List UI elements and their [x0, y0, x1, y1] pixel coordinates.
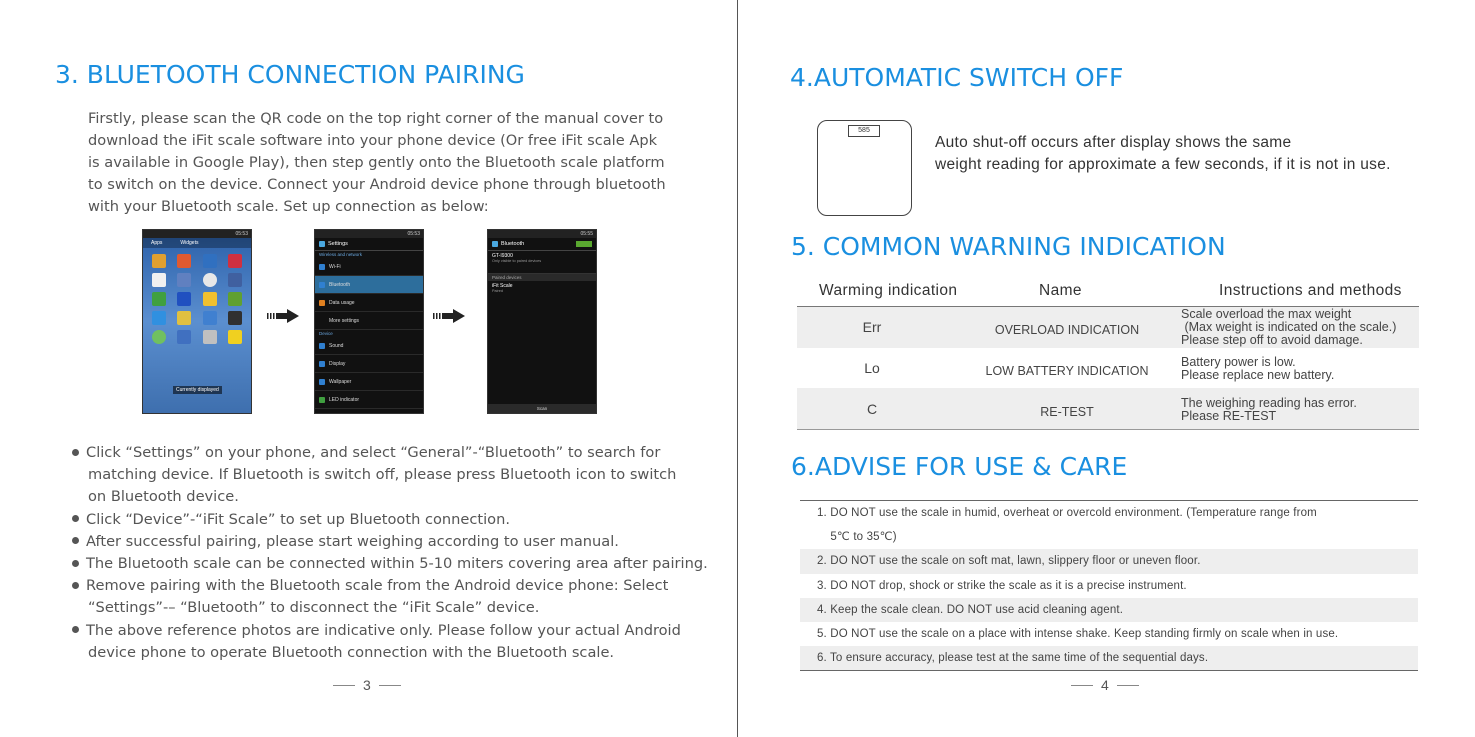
list-item: 2. DO NOT use the scale on soft mat, lawn, slippery floor or uneven floor.: [800, 549, 1418, 573]
arrow-right-icon: [267, 309, 299, 323]
settings-icon: [492, 241, 498, 247]
bullet-icon: [72, 626, 79, 633]
table-row: Lo LOW BATTERY INDICATION Battery power is low. Please replace new battery.: [797, 348, 1419, 389]
phone-screenshot-apps: [142, 229, 252, 414]
calendar-icon: [152, 273, 166, 287]
list-item: 5℃ to 35℃): [817, 531, 897, 544]
app-icon: [203, 254, 217, 268]
warning-heading: 5. COMMON WARNING INDICATION: [791, 232, 1226, 261]
menu-item-bluetooth: Bluetooth: [315, 276, 423, 294]
phone-screenshot-bluetooth: [487, 229, 597, 414]
wallpaper-icon: [319, 379, 325, 385]
app-icon: [177, 330, 191, 344]
intro-line: is available in Google Play), then step gently onto the Bluetooth scale platform: [88, 154, 665, 171]
col-header: Instructions and methods: [1219, 282, 1402, 299]
app-icon: [203, 311, 217, 325]
intro-paragraph: [88, 108, 688, 218]
intro-line: download the iFit scale software into your phone device (Or free iFit scale Apk: [88, 132, 658, 149]
list-item: 5. DO NOT use the scale on a place with intense shake. Keep standing firmly on scale when in use.: [817, 627, 1339, 640]
menu-item-led: LED indicator: [315, 391, 423, 409]
app-icon: [228, 254, 242, 268]
instruction-list: [72, 442, 722, 664]
advise-list: [800, 500, 1418, 671]
app-icon: [177, 292, 191, 306]
app-icon: [228, 273, 242, 287]
menu-item-sound: Sound: [315, 337, 423, 355]
list-item: Click “Device”-“iFit Scale” to set up Bluetooth connection.: [72, 509, 722, 531]
status-bar: 05:53: [315, 230, 423, 238]
list-item: After successful pairing, please start weighing according to user manual.: [72, 531, 722, 553]
clock-icon: [203, 273, 217, 287]
bluetooth-icon: [319, 282, 325, 288]
section-label: Paired devices: [488, 274, 596, 281]
folder-icon: [203, 292, 217, 306]
menu-item-wallpaper: Wallpaper: [315, 373, 423, 391]
menu-item-data-usage: Data usage: [315, 294, 423, 312]
col-header: Warming indication: [819, 282, 958, 299]
led-icon: [319, 397, 325, 403]
auto-switch-off-heading: 4.AUTOMATIC SWITCH OFF: [790, 63, 1124, 92]
page-divider: [737, 0, 738, 737]
sound-icon: [319, 343, 325, 349]
app-icon: [177, 273, 191, 287]
settings-header: [315, 238, 423, 251]
menu-item-wifi: Wi-Fi: [315, 258, 423, 276]
list-item: 6. To ensure accuracy, please test at the same time of the sequential days.: [800, 646, 1418, 671]
table-row: Err OVERLOAD INDICATION Scale overload the max weight (Max weight is indicated on the scale.) Please step off to avoid damage.: [797, 307, 1419, 348]
status-bar: 05:53: [143, 230, 251, 238]
list-item: The above reference photos are indicative only. Please follow your actual Android device phone to operate Bluetooth connection with the Bluetooth scale.: [72, 620, 722, 664]
table-header: [797, 276, 1419, 307]
bluetooth-header: [488, 238, 596, 251]
advise-heading: 6.ADVISE FOR USE & CARE: [791, 452, 1128, 481]
shutoff-text: Auto shut-off occurs after display shows the same weight reading for approximate a few seconds, if it is not in use.: [935, 134, 1391, 173]
paired-device-row: iFit Scale Paired: [492, 283, 513, 293]
app-icon: [228, 330, 242, 344]
intro-line: with your Bluetooth scale. Set up connection as below:: [88, 198, 489, 215]
scale-display: 585: [848, 125, 880, 137]
bullet-icon: [72, 449, 79, 456]
tab-apps: Apps: [151, 240, 163, 246]
list-item: 3. DO NOT drop, shock or strike the scale as it is a precise instrument.: [817, 579, 1187, 592]
bullet-icon: [72, 515, 79, 522]
phone-icon: [152, 292, 166, 306]
app-tabs: [143, 238, 251, 248]
settings-title: Settings: [328, 241, 348, 247]
bluetooth-toggle: [576, 241, 592, 247]
scale-illustration: [817, 120, 912, 216]
phone-screenshot-settings: [314, 229, 424, 414]
bluetooth-title: Bluetooth: [501, 241, 525, 247]
list-item: 1. DO NOT use the scale in humid, overheat or overcold environment. (Temperature range from: [817, 507, 1317, 519]
bullet-icon: [72, 582, 79, 589]
menu-item-more: More settings: [315, 312, 423, 330]
list-item: Remove pairing with the Bluetooth scale from the Android device phone: Select “Settings”-– “Bluetooth” to disconnect the “iFit Scale” device.: [72, 575, 722, 619]
display-icon: [319, 361, 325, 367]
page-number-right: 4: [1071, 677, 1139, 693]
app-icon: [152, 254, 166, 268]
app-icon: [152, 330, 166, 344]
app-icon: [152, 311, 166, 325]
download-icon: [228, 292, 242, 306]
data-usage-icon: [319, 300, 325, 306]
email-icon: [177, 311, 191, 325]
warning-table: [797, 276, 1419, 430]
section-label: Wireless and network: [319, 252, 363, 257]
intro-line: to switch on the device. Connect your Android device phone through bluetooth: [88, 176, 666, 193]
list-item: 4. Keep the scale clean. DO NOT use acid cleaning agent.: [800, 598, 1418, 622]
arrow-right-icon: [433, 309, 465, 323]
intro-line: Firstly, please scan the QR code on the top right corner of the manual cover to: [88, 110, 664, 127]
settings-icon: [319, 241, 325, 247]
bullet-icon: [72, 537, 79, 544]
section-label: Device: [319, 331, 333, 336]
app-icon: [177, 254, 191, 268]
menu-item-display: Display: [315, 355, 423, 373]
table-row: C RE-TEST The weighing reading has error. Please RE-TEST: [797, 389, 1419, 430]
display-label: Currently displayed: [173, 386, 222, 394]
app-icon: [203, 330, 217, 344]
tab-widgets: Widgets: [180, 240, 199, 246]
camera-icon: [228, 311, 242, 325]
col-header: Name: [1039, 282, 1082, 299]
app-grid: [143, 248, 251, 350]
page-number-left: 3: [333, 677, 401, 693]
own-device-row: GT-I9300 Only visible to paired devices: [488, 251, 596, 274]
list-item: Click “Settings” on your phone, and select “General”-“Bluetooth” to search for matching device. If Bluetooth is switch off, please press Bluetooth icon to switch on Bluetooth device.: [72, 442, 722, 509]
scan-button: Scan: [488, 404, 596, 413]
status-bar: 05:55: [488, 230, 596, 238]
list-item: The Bluetooth scale can be connected within 5-10 miters covering area after pairing.: [72, 553, 722, 575]
bluetooth-pairing-heading: 3. BLUETOOTH CONNECTION PAIRING: [55, 60, 525, 89]
wifi-icon: [319, 264, 325, 270]
bullet-icon: [72, 560, 79, 567]
